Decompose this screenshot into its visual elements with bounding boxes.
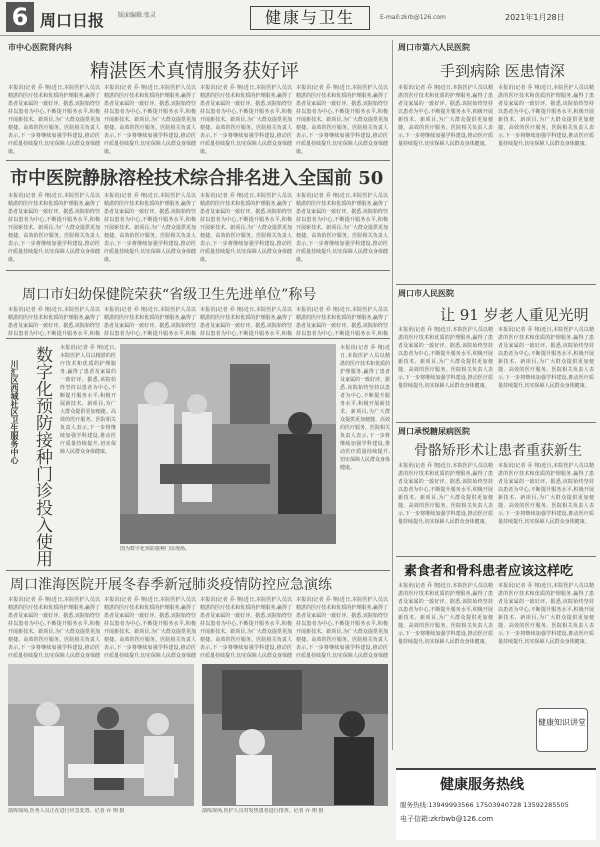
story5-headline: 周口淮海医院开展冬春季新冠肺炎疫情防控应急演练: [10, 577, 332, 593]
story3-body-col3: 本报讯(记者 乔 翔)近日,本院医护人员以精湛的医疗技术和优质的护理服务,赢得了患者及家属的一致好评。据悉,该院始终坚持以患者为中心,不断提升服务水平,积极: [200, 307, 292, 336]
issue-date: 2021年1月28日: [505, 13, 565, 22]
story2-body-col1: 本报讯(记者 乔 翔)近日,本院医护人员以精湛的医疗技术和优质的护理服务,赢得了患者及家属的一致好评。据悉,该院始终坚持以患者为中心,不断提升服务水平,积极开展新技术、新项目,为广大群众提供更加便捷、高效的医疗服务。医院相关负责人表示,下一步将继续加强学科建设,推动医疗质量持续提升,切实保障人民群众身体健康。: [8, 193, 100, 263]
story4-body-col2: 本报讯(记者 乔 翔)近日,本院医护人员以精湛的医疗技术和优质的护理服务,赢得了患者及家属的一致好评。据悉,该院始终坚持以患者为中心,不断提升服务水平,积极开展新技术、新项目,为广大群众提供更加便捷、高效的医疗服务。医院相关负责人表示,下一步将继续加强学科建设,推动医疗质量持续提升,切实保障人民群众身体健康。: [340, 345, 390, 471]
health-box-title: 素食者和骨科患者应该这样吃: [404, 564, 574, 579]
story1-headline: 精湛医术真情服务获好评: [90, 60, 300, 82]
vaccination-photo: [120, 344, 336, 544]
story2-body-col2: 本报讯(记者 乔 翔)近日,本院医护人员以精湛的医疗技术和优质的护理服务,赢得了患者及家属的一致好评。据悉,该院始终坚持以患者为中心,不断提升服务水平,积极开展新技术、新项目,为广大群众提供更加便捷、高效的医疗服务。医院相关负责人表示,下一步将继续加强学科建设,推动医疗质量持续提升,切实保障人民群众身体健康。: [104, 193, 196, 263]
story5-body-col2: 本报讯(记者 乔 翔)近日,本院医护人员以精湛的医疗技术和优质的护理服务,赢得了患者及家属的一致好评。据悉,该院始终坚持以患者为中心,不断提升服务水平,积极开展新技术、新项目,为广大群众提供更加便捷、高效的医疗服务。医院相关负责人表示,下一步将继续加强学科建设,推动医疗质量持续提升,切实保障人民群众身体健: [104, 597, 196, 659]
hotline-title: 健康服务热线: [440, 777, 524, 793]
right-item3-body-col2: 本报讯(记者 乔 翔)近日,本院医护人员以精湛的医疗技术和优质的护理服务,赢得了患者及家属的一致好评。据悉,该院始终坚持以患者为中心,不断提升服务水平,积极开展新技术、新项目,为广大群众提供更加便捷、高效的医疗服务。医院相关负责人表示,下一步将继续加强学科建设,推动医疗质量持续提升,切实保障人民群众身体健康。: [498, 463, 594, 525]
right-item1-kicker: 周口市第六人民医院: [398, 43, 470, 52]
divider: [6, 160, 390, 161]
health-knowledge-badge-label: 健康知识讲堂: [538, 718, 586, 727]
story3-body-col2: 本报讯(记者 乔 翔)近日,本院医护人员以精湛的医疗技术和优质的护理服务,赢得了患者及家属的一致好评。据悉,该院始终坚持以患者为中心,不断提升服务水平,积极: [104, 307, 196, 336]
divider: [396, 556, 596, 557]
right-item2-body-col2: 本报讯(记者 乔 翔)近日,本院医护人员以精湛的医疗技术和优质的护理服务,赢得了患者及家属的一致好评。据悉,该院始终坚持以患者为中心,不断提升服务水平,积极开展新技术、新项目,为广大群众提供更加便捷、高效的医疗服务。医院相关负责人表示,下一步将继续加强学科建设,推动医疗质量持续提升,切实保障人民群众身体健康。: [498, 327, 594, 389]
column-divider: [392, 40, 393, 750]
right-item1-body-col2: 本报讯(记者 乔 翔)近日,本院医护人员以精湛的医疗技术和优质的护理服务,赢得了患者及家属的一致好评。据悉,该院始终坚持以患者为中心,不断提升服务水平,积极开展新技术、新项目,为广大群众提供更加便捷、高效的医疗服务。医院相关负责人表示,下一步将继续加强学科建设,推动医疗质量持续提升,切实保障人民群众身体健康。: [498, 85, 594, 147]
drill-photo-left: [8, 664, 194, 806]
story4-headline: 数字化预防接种门诊投入使用: [32, 346, 52, 567]
story1-body-col1: 本报讯(记者 乔 翔)近日,本院医护人员以精湛的医疗技术和优质的护理服务,赢得了患者及家属的一致好评。据悉,该院始终坚持以患者为中心,不断提升服务水平,积极开展新技术、新项目,为广大群众提供更加便捷、高效的医疗服务。医院相关负责人表示,下一步将继续加强学科建设,推动医疗质量持续提升,切实保障人民群众身体健康。: [8, 85, 100, 155]
email-meta: E-mail:zkrb@126.com: [380, 14, 446, 21]
story3-body-col1: 本报讯(记者 乔 翔)近日,本院医护人员以精湛的医疗技术和优质的护理服务,赢得了患者及家属的一致好评。据悉,该院始终坚持以患者为中心,不断提升服务水平,积极: [8, 307, 100, 336]
story1-body-col3: 本报讯(记者 乔 翔)近日,本院医护人员以精湛的医疗技术和优质的护理服务,赢得了患者及家属的一致好评。据悉,该院始终坚持以患者为中心,不断提升服务水平,积极开展新技术、新项目,为广大群众提供更加便捷、高效的医疗服务。医院相关负责人表示,下一步将继续加强学科建设,推动医疗质量持续提升,切实保障人民群众身体健康。: [200, 85, 292, 155]
right-item1-body-col1: 本报讯(记者 乔 翔)近日,本院医护人员以精湛的医疗技术和优质的护理服务,赢得了患者及家属的一致好评。据悉,该院始终坚持以患者为中心,不断提升服务水平,积极开展新技术、新项目,为广大群众提供更加便捷、高效的医疗服务。医院相关负责人表示,下一步将继续加强学科建设,推动医疗质量持续提升,切实保障人民群众身体健康。: [398, 85, 493, 147]
drill-caption-right: 演练现场,医护人员对发热患者进行排查。记者 乔 翔 摄: [202, 808, 324, 814]
story3-headline: 周口市妇幼保健院荣获“省级卫生先进单位”称号: [22, 287, 317, 303]
divider: [396, 284, 596, 285]
story5-body-col3: 本报讯(记者 乔 翔)近日,本院医护人员以精湛的医疗技术和优质的护理服务,赢得了患者及家属的一致好评。据悉,该院始终坚持以患者为中心,不断提升服务水平,积极开展新技术、新项目,为广大群众提供更加便捷、高效的医疗服务。医院相关负责人表示,下一步将继续加强学科建设,推动医疗质量持续提升,切实保障人民群众身体健: [200, 597, 292, 659]
divider: [6, 270, 390, 271]
paper-name: 周口日报: [40, 11, 105, 30]
story2-body-col4: 本报讯(记者 乔 翔)近日,本院医护人员以精湛的医疗技术和优质的护理服务,赢得了患者及家属的一致好评。据悉,该院始终坚持以患者为中心,不断提升服务水平,积极开展新技术、新项目,为广大群众提供更加便捷、高效的医疗服务。医院相关负责人表示,下一步将继续加强学科建设,推动医疗质量持续提升,切实保障人民群众身体健康。: [296, 193, 388, 263]
health-box-body-col2: 本报讯(记者 乔 翔)近日,本院医护人员以精湛的医疗技术和优质的护理服务,赢得了患者及家属的一致好评。据悉,该院始终坚持以患者为中心,不断提升服务水平,积极开展新技术、新项目,为广大群众提供更加便捷、高效的医疗服务。医院相关负责人表示,下一步将继续加强学科建设,推动医疗质量持续提升,切实保障人民群众身体健康。: [498, 583, 594, 645]
story1-body-col2: 本报讯(记者 乔 翔)近日,本院医护人员以精湛的医疗技术和优质的护理服务,赢得了患者及家属的一致好评。据悉,该院始终坚持以患者为中心,不断提升服务水平,积极开展新技术、新项目,为广大群众提供更加便捷、高效的医疗服务。医院相关负责人表示,下一步将继续加强学科建设,推动医疗质量持续提升,切实保障人民群众身体健康。: [104, 85, 196, 155]
page-number: 6: [6, 2, 34, 32]
story1-body-col4: 本报讯(记者 乔 翔)近日,本院医护人员以精湛的医疗技术和优质的护理服务,赢得了患者及家属的一致好评。据悉,该院始终坚持以患者为中心,不断提升服务水平,积极开展新技术、新项目,为广大群众提供更加便捷、高效的医疗服务。医院相关负责人表示,下一步将继续加强学科建设,推动医疗质量持续提升,切实保障人民群众身体健康。: [296, 85, 388, 155]
story2-body-col3: 本报讯(记者 乔 翔)近日,本院医护人员以精湛的医疗技术和优质的护理服务,赢得了患者及家属的一致好评。据悉,该院始终坚持以患者为中心,不断提升服务水平,积极开展新技术、新项目,为广大群众提供更加便捷、高效的医疗服务。医院相关负责人表示,下一步将继续加强学科建设,推动医疗质量持续提升,切实保障人民群众身体健康。: [200, 193, 292, 263]
right-item1-headline: 手到病除 医患情深: [440, 62, 565, 80]
divider: [6, 338, 390, 339]
story5-body-col4: 本报讯(记者 乔 翔)近日,本院医护人员以精湛的医疗技术和优质的护理服务,赢得了患者及家属的一致好评。据悉,该院始终坚持以患者为中心,不断提升服务水平,积极开展新技术、新项目,为广大群众提供更加便捷、高效的医疗服务。医院相关负责人表示,下一步将继续加强学科建设,推动医疗质量持续提升,切实保障人民群众身体健: [296, 597, 388, 659]
story3-body-col4: 本报讯(记者 乔 翔)近日,本院医护人员以精湛的医疗技术和优质的护理服务,赢得了患者及家属的一致好评。据悉,该院始终坚持以患者为中心,不断提升服务水平,积极: [296, 307, 388, 336]
story2-headline: 市中医院静脉溶栓技术综合排名进入全国前 50: [10, 168, 384, 189]
hotline-phone: 服务热线:13949993566 17503940728 13592285505: [400, 801, 569, 809]
section-title: 健康与卫生: [250, 6, 370, 30]
story5-body-col1: 本报讯(记者 乔 翔)近日,本院医护人员以精湛的医疗技术和优质的护理服务,赢得了患者及家属的一致好评。据悉,该院始终坚持以患者为中心,不断提升服务水平,积极开展新技术、新项目,为广大群众提供更加便捷、高效的医疗服务。医院相关负责人表示,下一步将继续加强学科建设,推动医疗质量持续提升,切实保障人民群众身体健: [8, 597, 100, 659]
right-item3-headline: 骨骼矫形术让患者重获新生: [414, 443, 582, 459]
right-item2-body-col1: 本报讯(记者 乔 翔)近日,本院医护人员以精湛的医疗技术和优质的护理服务,赢得了患者及家属的一致好评。据悉,该院始终坚持以患者为中心,不断提升服务水平,积极开展新技术、新项目,为广大群众提供更加便捷、高效的医疗服务。医院相关负责人表示,下一步将继续加强学科建设,推动医疗质量持续提升,切实保障人民群众身体健康。: [398, 327, 493, 389]
right-item2-headline: 让 91 岁老人重见光明: [440, 306, 589, 324]
divider: [6, 570, 390, 571]
drill-photo-right: [202, 664, 388, 806]
editor-meta: 版面编辑:张灵: [118, 12, 157, 19]
divider: [396, 422, 596, 423]
hotline-email: 电子信箱:zkrbwb@126.com: [400, 815, 494, 823]
right-item2-kicker: 周口市人民医院: [398, 289, 454, 298]
story1-kicker: 市中心医院肾内科: [8, 43, 72, 52]
right-item3-kicker: 周口承悦糖尿病医院: [398, 427, 470, 436]
vaccination-caption: 图为数字化预防接种门诊现场。: [120, 546, 191, 552]
right-item3-body-col1: 本报讯(记者 乔 翔)近日,本院医护人员以精湛的医疗技术和优质的护理服务,赢得了患者及家属的一致好评。据悉,该院始终坚持以患者为中心,不断提升服务水平,积极开展新技术、新项目,为广大群众提供更加便捷、高效的医疗服务。医院相关负责人表示,下一步将继续加强学科建设,推动医疗质量持续提升,切实保障人民群众身体健康。: [398, 463, 493, 525]
health-knowledge-badge: [536, 708, 588, 752]
health-box-body-col1: 本报讯(记者 乔 翔)近日,本院医护人员以精湛的医疗技术和优质的护理服务,赢得了患者及家属的一致好评。据悉,该院始终坚持以患者为中心,不断提升服务水平,积极开展新技术、新项目,为广大群众提供更加便捷、高效的医疗服务。医院相关负责人表示,下一步将继续加强学科建设,推动医疗质量持续提升,切实保障人民群众身体健康。: [398, 583, 493, 645]
drill-caption-left: 演练现场,医务人员正在进行应急处置。记者 乔 翔 摄: [8, 808, 125, 814]
story4-subhead: 川汇区西城社区卫生服务中心: [10, 360, 19, 464]
story4-body-col1: 本报讯(记者 乔 翔)近日,本院医护人员以精湛的医疗技术和优质的护理服务,赢得了患者及家属的一致好评。据悉,该院始终坚持以患者为中心,不断提升服务水平,积极开展新技术、新项目,为广大群众提供更加便捷、高效的医疗服务。医院相关负责人表示,下一步将继续加强学科建设,推动医疗质量持续提升,切实保障人民群众身体健康。: [60, 345, 116, 455]
